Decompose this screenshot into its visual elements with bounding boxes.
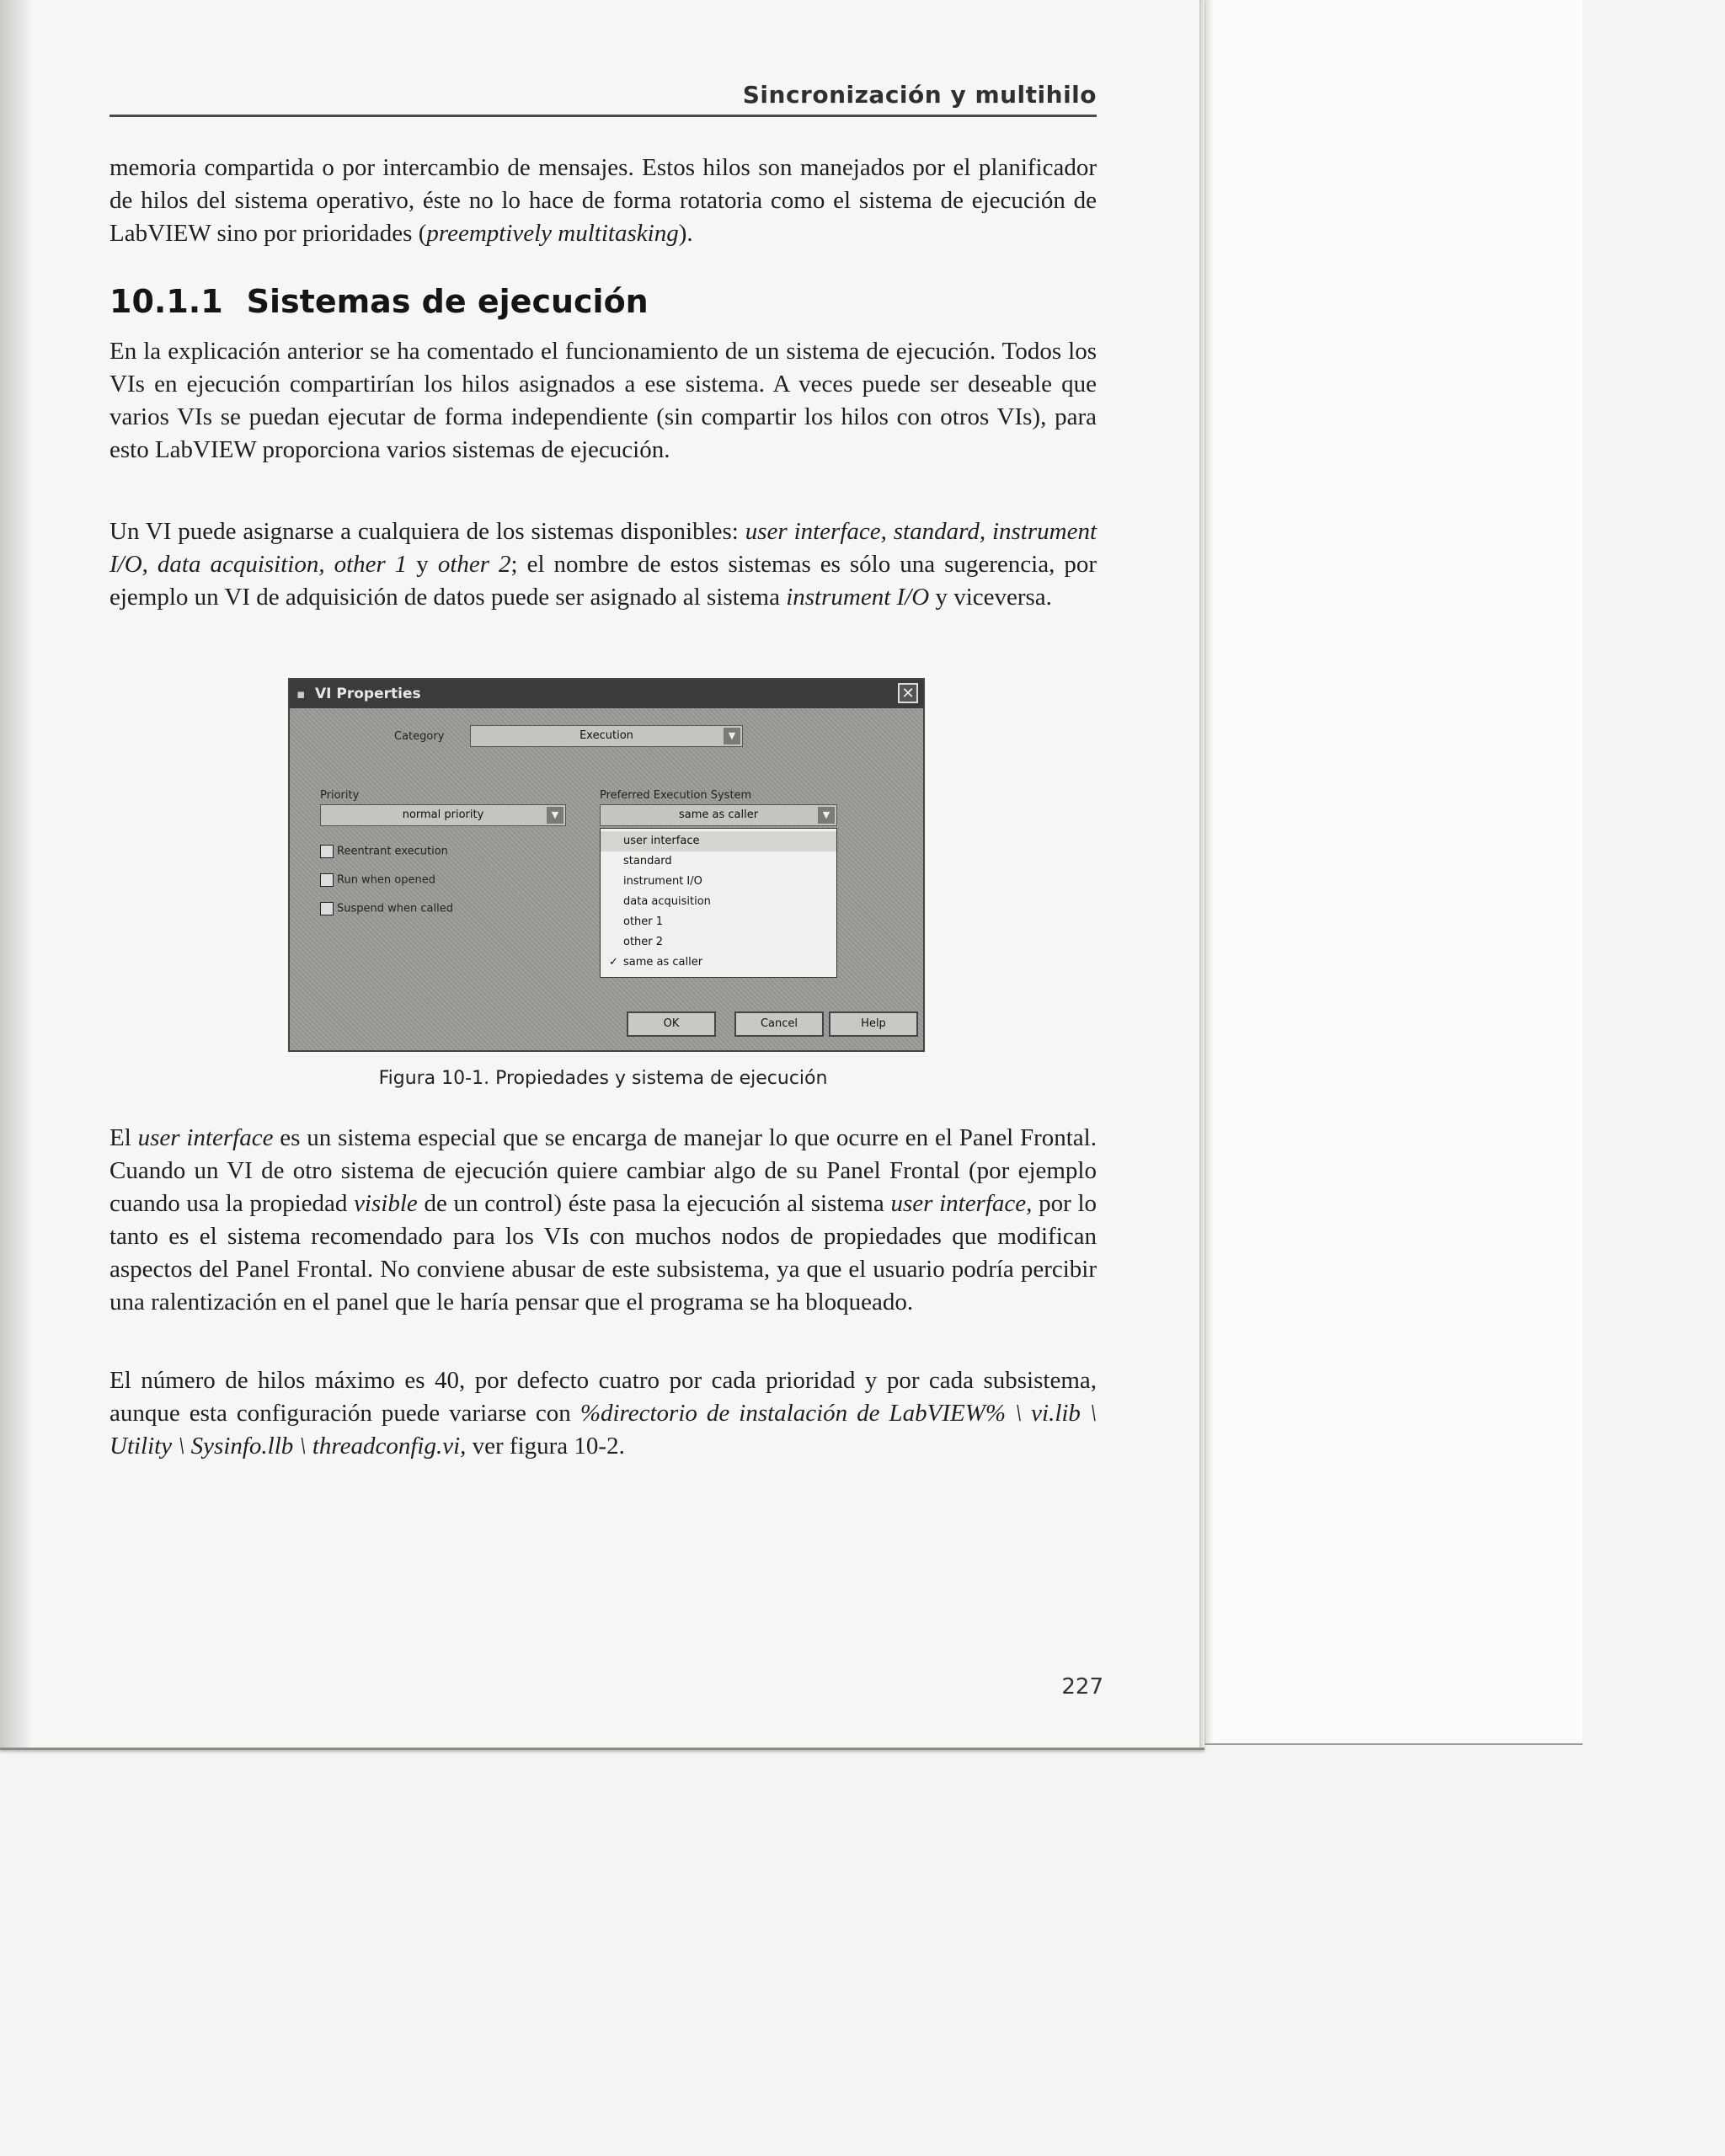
p3-text-b: y (407, 551, 438, 578)
page-number: 227 (1061, 1674, 1103, 1700)
category-label: Category (394, 730, 445, 743)
p5-text-a: El número de hilos máximo es 40, por defecto cuatro por cada prioridad y por cada subsistema, aunque esta configuración puede variarse con (109, 1367, 1097, 1427)
p3-text-c: ; el nombre de estos sistemas es sólo una sugerencia, por ejemplo un VI de adquisición de datos puede ser asignado al sistema (109, 551, 1097, 611)
dialog-title: VI Properties (315, 686, 421, 702)
back-sheet-edge (1205, 0, 1214, 1743)
chevron-down-icon: ▼ (724, 728, 740, 744)
suspend-when-called-checkbox[interactable] (320, 902, 453, 915)
p3-italic-1: user interface, standard, instrument I/O, data acquisition, other 1 (109, 518, 1097, 578)
vi-properties-dialog (288, 678, 925, 1052)
p1-italic: preemptively multitasking (426, 220, 679, 247)
option-other-1[interactable]: other 1 (623, 915, 664, 928)
cancel-button[interactable]: Cancel (734, 1011, 824, 1037)
labview-app-icon: ▪ (296, 686, 306, 702)
p4-text-d: por lo tanto es el sistema recomendado para los VIs con muchos nodos de propiedades que modifican aspectos del Panel Frontal. No conviene abusar de este subsistema, ya que el usuario podría percibir una ralentización en el panel que le haría pensar que el programa se ha bloqueado. (109, 1190, 1097, 1315)
spine-shadow (0, 0, 34, 1748)
category-select[interactable] (470, 725, 743, 747)
p3-text-d: y viceversa. (929, 584, 1052, 611)
p4-italic-2: visible (354, 1190, 418, 1217)
p4-text-b: es un sistema especial que se encarga de manejar lo que ocurre en el Panel Frontal. Cuando un VI de otro sistema de ejecución quiere cambiar algo de su Panel Frontal (por ejemplo cuando usa la propiedad (109, 1124, 1097, 1217)
priority-value: normal priority (402, 808, 484, 821)
chevron-down-icon: ▼ (547, 807, 563, 824)
p5-text-b: ver figura 10-2. (466, 1433, 625, 1460)
paragraph-4 (109, 1122, 1097, 1319)
p3-text-a: Un VI puede asignarse a cualquiera de los sistemas disponibles: (109, 518, 745, 545)
ok-button[interactable]: OK (627, 1011, 716, 1037)
priority-select[interactable] (320, 804, 566, 826)
exec-system-select[interactable] (600, 804, 837, 826)
running-header: Sincronización y multihilo (742, 81, 1097, 109)
paragraph-5 (109, 1364, 1097, 1463)
exec-system-value: same as caller (678, 808, 759, 821)
checkbox-label: Run when opened (337, 873, 435, 887)
run-when-opened-checkbox[interactable] (320, 873, 435, 887)
reentrant-checkbox[interactable] (320, 845, 448, 858)
page-edge (1199, 0, 1204, 1748)
checkmark-icon: ✓ (609, 956, 618, 969)
close-icon[interactable]: ✕ (898, 683, 918, 703)
option-same-as-caller[interactable] (601, 953, 836, 973)
priority-label: Priority (320, 789, 360, 802)
paragraph-2: En la explicación anterior se ha comentado el funcionamiento de un sistema de ejecución. Todos los VIs en ejecución compartirían los hilos asignados a ese sistema. A veces puede ser deseable que varios VIs se puedan ejecutar de forma independiente (sin compartir los hilos con otros VIs), para esto LabVIEW proporciona varios sistemas de ejecución. (109, 338, 1097, 463)
p3-italic-2: other 2 (437, 551, 511, 578)
p5-italic: %directorio de instalación de LabVIEW% \ vi.lib \ Utility \ Sysinfo.llb \ threadconfig.vi, (109, 1400, 1097, 1460)
paragraph-1 (109, 152, 1097, 250)
header-rule (109, 115, 1097, 117)
option-label: same as caller (623, 956, 703, 969)
chevron-down-icon: ▼ (818, 807, 835, 824)
checkbox-label: Reentrant execution (337, 845, 448, 858)
option-data-acquisition[interactable]: data acquisition (623, 895, 711, 908)
checkbox-label: Suspend when called (337, 902, 453, 915)
help-button[interactable]: Help (829, 1011, 918, 1037)
p4-text-a: El (109, 1124, 138, 1151)
p4-italic-3: user interface, (890, 1190, 1033, 1217)
option-instrument-io[interactable]: instrument I/O (623, 875, 702, 888)
option-other-2[interactable]: other 2 (623, 936, 664, 948)
section-title: Sistemas de ejecución (246, 283, 649, 320)
section-heading (109, 283, 649, 320)
option-standard[interactable]: standard (623, 855, 672, 867)
back-sheet (1204, 0, 1583, 1745)
option-user-interface[interactable]: user interface (601, 831, 836, 851)
p1-text-b: ). (678, 220, 693, 247)
paragraph-3 (109, 515, 1097, 614)
exec-system-label: Preferred Execution System (600, 789, 752, 802)
checkbox-box (320, 873, 334, 887)
category-value: Execution (579, 729, 633, 742)
p3-italic-3: instrument I/O (786, 584, 930, 611)
p1-text-a: memoria compartida o por intercambio de mensajes. Estos hilos son manejados por el planificador de hilos del sistema operativo, éste no lo hace de forma rotatoria como el sistema de ejecución de LabVIEW sino por prioridades ( (109, 154, 1097, 247)
figure-caption: Figura 10-1. Propiedades y sistema de ejecución (378, 1068, 828, 1089)
dialog-titlebar (290, 680, 923, 708)
checkbox-box (320, 845, 334, 858)
p4-italic-1: user interface (137, 1124, 274, 1151)
p4-text-c: de un control) éste pasa la ejecución al sistema (417, 1190, 891, 1217)
section-number: 10.1.1 (109, 283, 223, 320)
checkbox-box (320, 902, 334, 915)
exec-system-dropdown-list (600, 828, 837, 978)
